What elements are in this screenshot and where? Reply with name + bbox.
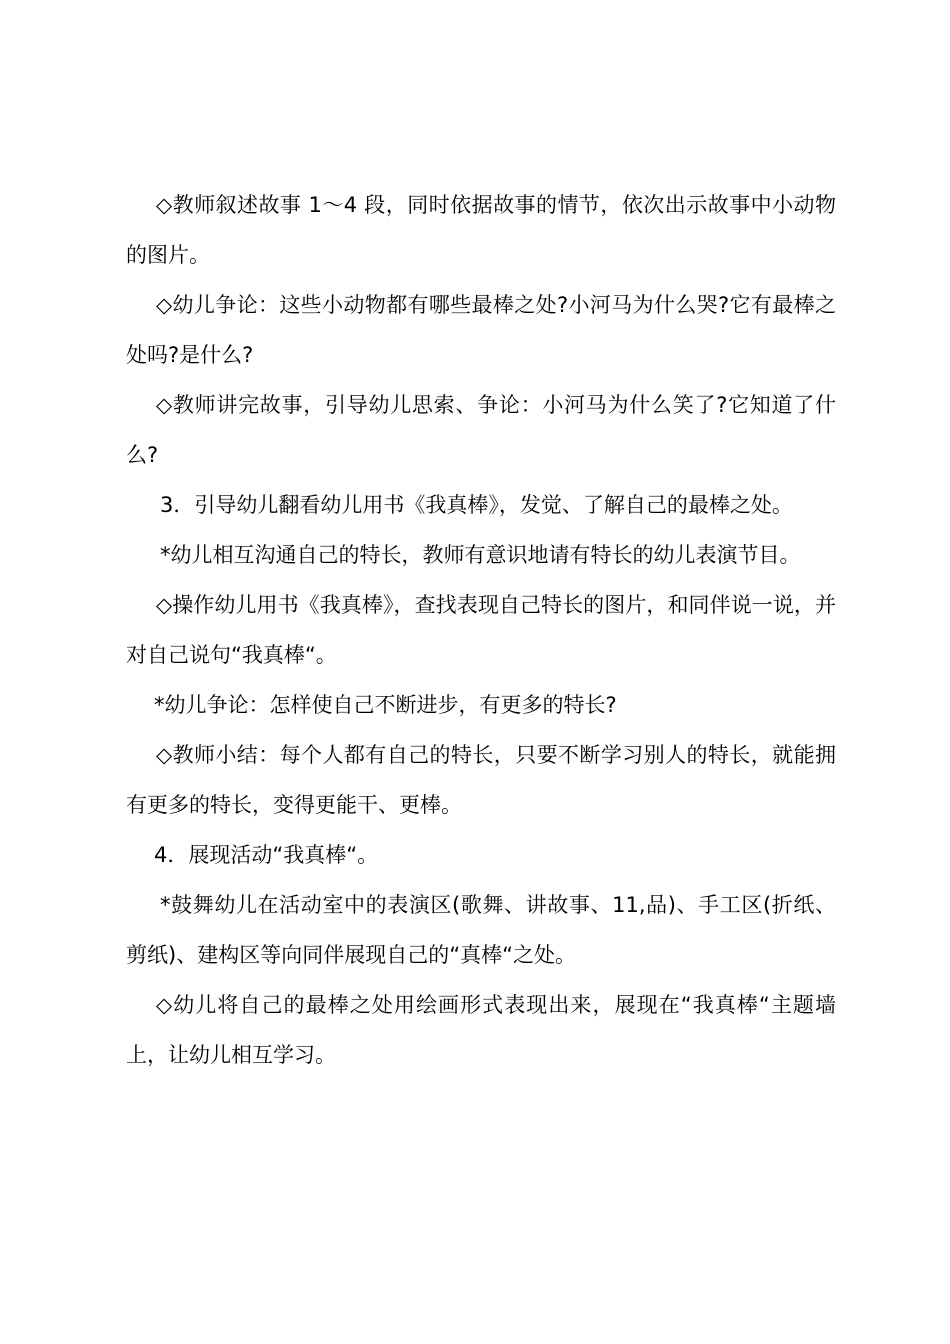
paragraph-teacher-finishes-story: ◇教师讲完故事，引导幼儿思索、争论：小河马为什么笑了?它知道了什么? (126, 393, 836, 467)
paragraph-children-discuss: ◇幼儿争论：这些小动物都有哪些最棒之处?小河马为什么哭?它有最棒之处吗?是什么? (126, 293, 836, 367)
paragraph-teacher-summary: ◇教师小结：每个人都有自己的特长，只要不断学习别人的特长，就能拥有更多的特长，变得更能干、更棒。 (126, 743, 836, 817)
paragraph-encourage-show: *鼓舞幼儿在活动室中的表演区(歌舞、讲故事、11,品)、手工区(折纸、剪纸)、建构区等向同伴展现自己的“真棒“之处。 (126, 893, 836, 967)
paragraph-step-4: 4．展现活动“我真棒“。 (154, 843, 379, 867)
paragraph-teacher-narrates: ◇教师叙述故事 1～4 段，同时依据故事的情节，依次出示故事中小动物的图片。 (126, 193, 836, 267)
document-body (126, 180, 836, 1080)
paragraph-discuss-progress: *幼儿争论：怎样使自己不断进步，有更多的特长? (154, 693, 617, 717)
paragraph-step-3: 3．引导幼儿翻看幼儿用书《我真棒》，发觉、了解自己的最棒之处。 (160, 493, 793, 517)
paragraph-share-talents: *幼儿相互沟通自己的特长，教师有意识地请有特长的幼儿表演节目。 (160, 543, 801, 567)
paragraph-draw-display: ◇幼儿将自己的最棒之处用绘画形式表现出来，展现在“我真棒“主题墙上，让幼儿相互学习。 (126, 993, 836, 1067)
paragraph-operate-book: ◇操作幼儿用书《我真棒》，查找表现自己特长的图片，和同伴说一说，并对自己说句“我真棒“。 (126, 593, 836, 667)
